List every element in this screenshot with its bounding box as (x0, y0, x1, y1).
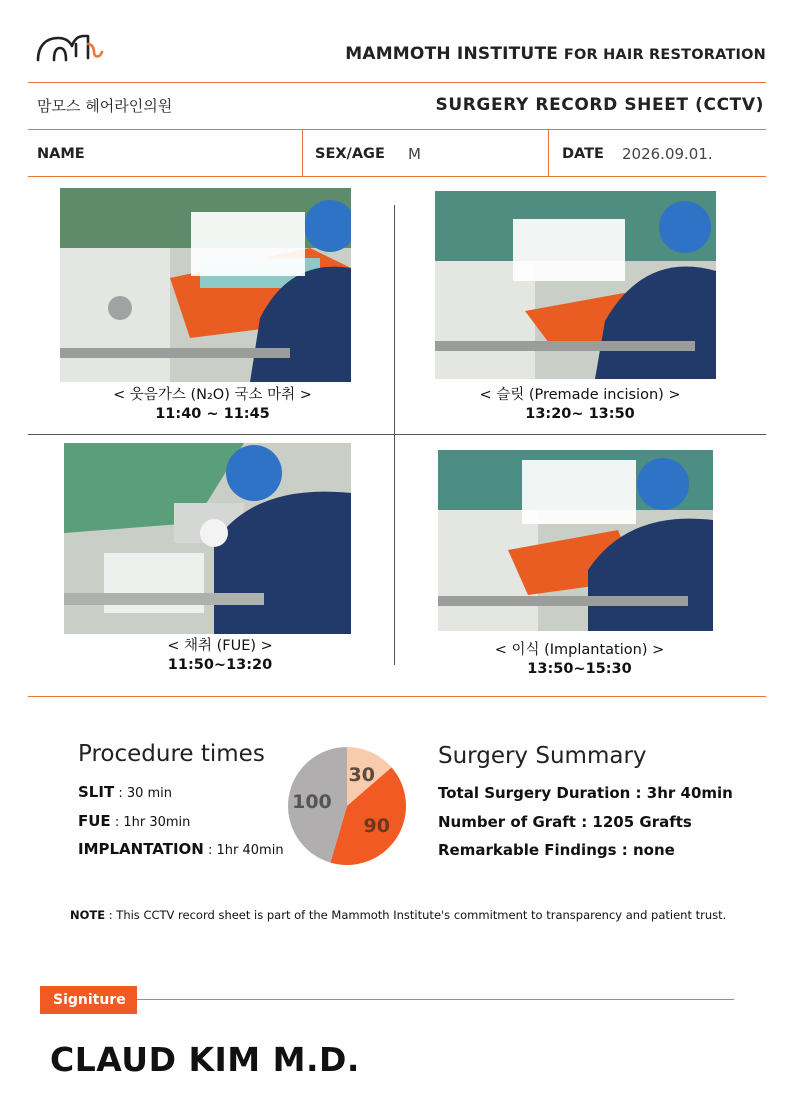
photo-grid-vertical-divider (394, 205, 395, 665)
info-divider-1 (302, 129, 303, 177)
mammoth-logo-icon (36, 26, 108, 66)
doctor-name: CLAUD KIM M.D. (50, 1040, 360, 1079)
summary-graft-count: Number of Graft : 1205 Grafts (438, 813, 692, 831)
procedure-row-implantation (78, 840, 284, 858)
signature-line (137, 999, 734, 1000)
procedure-times-pie-chart (286, 745, 408, 867)
clinic-korean-name: 맘모스 헤어라인의원 (37, 97, 173, 115)
procedure-times-title: Procedure times (78, 741, 265, 767)
photos-bottom-divider (28, 696, 766, 697)
note-label: NOTE (70, 908, 106, 922)
summary-findings: Remarkable Findings : none (438, 841, 675, 859)
stage-caption-slit (435, 386, 725, 424)
procedure-value: 30 min (126, 786, 173, 801)
name-label: NAME (37, 146, 85, 162)
stage-title: < 슬릿 (Premade incision) > (479, 387, 681, 403)
pie-label-90: 90 (363, 815, 391, 838)
stage-time: 13:50~15:30 (527, 661, 632, 677)
stage-caption-implantation (438, 641, 721, 679)
institute-name-big: MAMMOTH INSTITUTE (345, 44, 559, 64)
signature-badge: Signiture (40, 986, 137, 1014)
procedure-value: 1hr 40min (216, 843, 284, 858)
sex-age-value: M (408, 145, 421, 163)
date-value: 2026.09.01. (622, 145, 713, 163)
procedure-label: FUE (78, 812, 111, 830)
institute-name (345, 44, 766, 64)
procedure-label: SLIT (78, 783, 115, 801)
info-bottom-divider (28, 176, 766, 177)
stage-caption-anesthesia (60, 386, 365, 424)
pie-label-100: 100 (292, 790, 332, 813)
date-label: DATE (562, 146, 604, 162)
cctv-photo-slit (435, 191, 716, 379)
photo-grid-horizontal-divider (28, 434, 766, 435)
procedure-row-fue (78, 812, 190, 830)
summary-duration: Total Surgery Duration : 3hr 40min (438, 784, 733, 802)
sex-age-label: SEX/AGE (315, 146, 385, 162)
stage-title: < 웃음가스 (N₂O) 국소 마취 > (113, 387, 312, 403)
surgery-summary-title: Surgery Summary (438, 743, 647, 769)
procedure-label: IMPLANTATION (78, 840, 204, 858)
procedure-sep: : (114, 786, 127, 801)
header-divider (28, 82, 766, 83)
procedure-sep: : (203, 843, 217, 858)
stage-title: < 채취 (FUE) > (167, 638, 273, 654)
pie-label-30: 30 (348, 763, 375, 786)
note-text: : This CCTV record sheet is part of the Mammoth Institute's commitment to transparency and patient trust. (105, 908, 727, 922)
procedure-value: 1hr 30min (123, 815, 191, 830)
stage-time: 13:20~ 13:50 (525, 406, 635, 422)
cctv-photo-anesthesia (60, 188, 351, 382)
procedure-row-slit (78, 783, 172, 801)
stage-time: 11:50~13:20 (167, 657, 273, 673)
sheet-title: SURGERY RECORD SHEET (CCTV) (435, 95, 764, 115)
cctv-photo-fue (64, 443, 351, 634)
note (70, 908, 726, 922)
cctv-photo-implantation (438, 450, 713, 631)
stage-time: 11:40 ~ 11:45 (155, 406, 270, 422)
procedure-sep: : (110, 815, 124, 830)
stage-title: < 이식 (Implantation) > (494, 642, 665, 658)
stage-caption-fue (64, 637, 376, 675)
info-divider-2 (548, 129, 549, 177)
title-divider (28, 129, 766, 130)
institute-name-small: FOR HAIR RESTORATION (563, 47, 766, 63)
